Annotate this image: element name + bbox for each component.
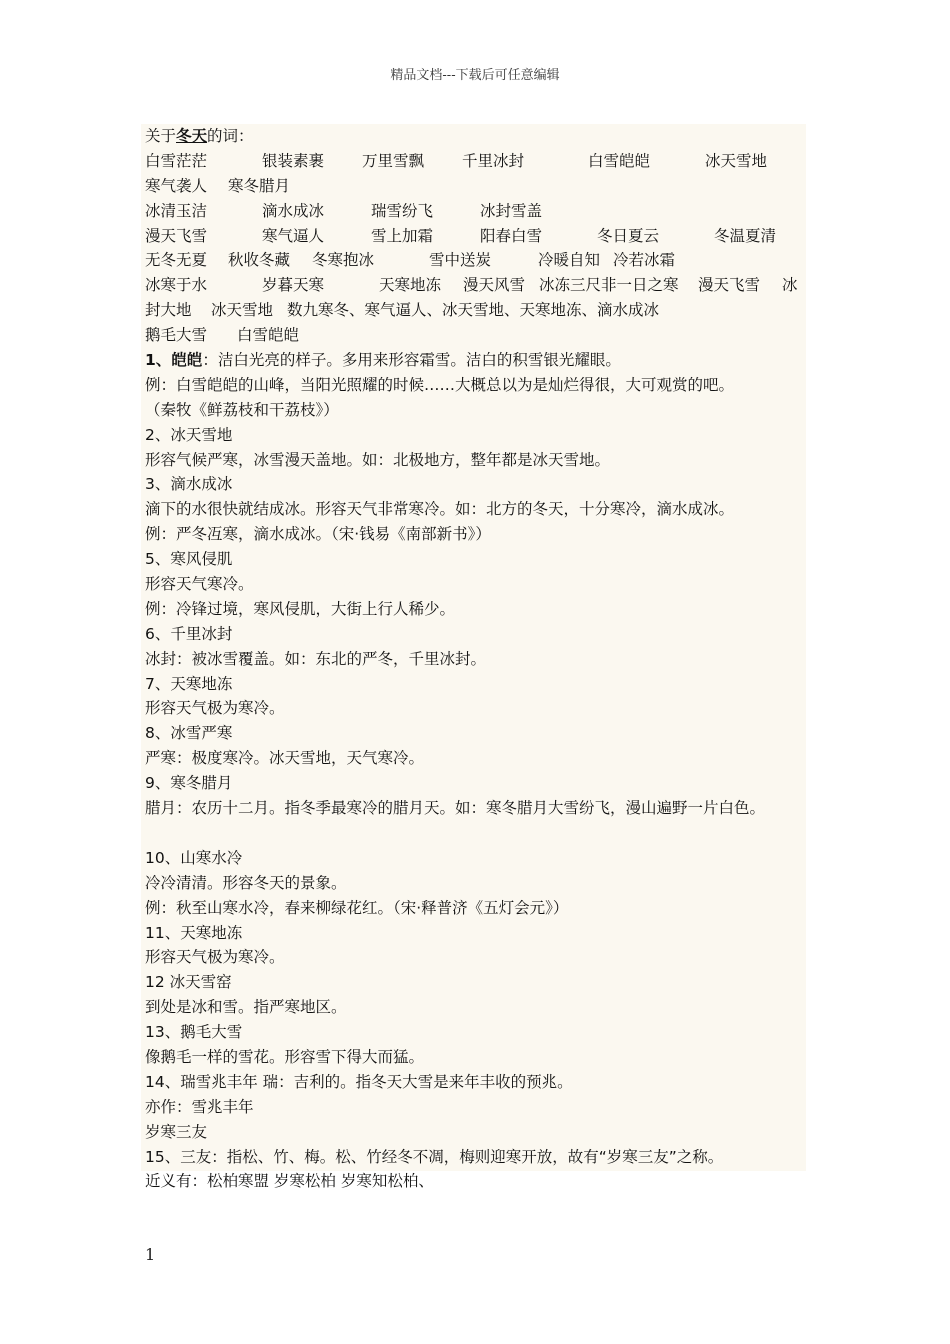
word-row [145,149,806,174]
word: 寒冬腊月 [228,176,291,195]
word: 漫天飞雪 [698,276,761,295]
word: 冷若冰霜 [613,251,676,270]
word: 鹅毛大雪 [145,326,208,345]
word: 漫天风雪 [463,276,526,295]
text-line [145,821,806,846]
word: 数九寒冬、寒气逼人、冰天雪地、天寒地冻、滴水成冰 [287,301,660,320]
text-line: 例：冷锋过境，寒风侵肌，大街上行人稀少。 [145,599,456,618]
text-line: 冷冷清清。形容冬天的景象。 [145,873,347,892]
text-line: 严寒：极度寒冷。冰天雪地，天气寒冷。 [145,749,425,768]
word: 冬寒抱冰 [312,251,375,270]
text-line: 12 冰天雪窑 [145,973,232,992]
text-line: 岁寒三友 [145,1122,208,1141]
word: 漫天飞雪 [145,226,208,245]
word: 封大地 [145,301,192,320]
text-line: 10、山寒水冷 [145,848,243,867]
text-line: 11、天寒地冻 [145,923,243,942]
word: 冬日夏云 [597,226,660,245]
text-line: 形容天气极为寒冷。 [145,948,285,967]
text-line: 例：严冬冱寒，滴水成冰。（宋·钱易《南部新书》） [145,525,491,544]
word: 冰 [782,276,798,295]
word: 万里雪飘 [362,151,425,170]
word: 滴水成冰 [262,201,325,220]
entry-definition: ：洁白光亮的样子。多用来形容霜雪。洁白的积雪银光耀眼。 [202,351,621,370]
word: 岁暮天寒 [262,276,325,295]
text-line: 滴下的水很快就结成冰。形容天气非常寒冷。如：北方的冬天，十分寒冷，滴水成冰。 [145,500,735,519]
text-line: 腊月：农历十二月。指冬季最寒冷的腊月天。如：寒冬腊月大雪纷飞，漫山遍野一片白色。 [145,799,766,818]
word: 冰冻三尺非一日之寒 [539,276,679,295]
text-line: 2、冰天雪地 [145,425,233,444]
word: 冰寒于水 [145,276,208,295]
word: 天寒地冻 [379,276,442,295]
text-line: 5、寒风侵肌 [145,550,233,569]
word: 冰封雪盖 [480,201,543,220]
word: 雪中送炭 [429,251,492,270]
word-row [145,224,806,249]
text-line: 形容天气寒冷。 [145,575,254,594]
word: 阳春白雪 [480,226,543,245]
text-line: 例：秋至山寒水冷，春来柳绿花红。（宋·释普济《五灯会元》） [145,898,569,917]
title-prefix: 关于 [145,127,177,145]
entry-number: 1、 [145,351,172,370]
page-header: 精品文档---下载后可任意编辑 [390,68,560,83]
word: 冰天雪地 [211,301,274,320]
text-line: 13、鹅毛大雪 [145,1023,243,1042]
text-line: 8、冰雪严寒 [145,724,233,743]
text-line: 亦作：雪兆丰年 [145,1097,254,1116]
text-line: 14、瑞雪兆丰年 瑞：吉利的。指冬天大雪是来年丰收的预兆。 [145,1072,573,1091]
title-suffix: 的词： [207,127,254,145]
text-line: 近义有：松柏寒盟 岁寒松柏 岁寒知松柏、 [145,1172,434,1191]
text-line: 7、天寒地冻 [145,674,233,693]
word: 寒气逼人 [262,226,325,245]
document-body [141,124,806,1191]
word: 寒气袭人 [145,176,208,195]
word-row [145,273,806,298]
word: 瑞雪纷飞 [371,201,434,220]
text-line: 形容气候严寒，冰雪漫天盖地。如：北极地方，整年都是冰天雪地。 [145,450,611,469]
word: 冰天雪地 [705,151,768,170]
word: 白雪茫茫 [145,151,208,170]
word: 雪上加霜 [371,226,434,245]
text-lines [145,373,806,1194]
text-line: 3、滴水成冰 [145,475,233,494]
entry-term: 皑皑 [171,351,203,370]
word: 千里冰封 [462,151,525,170]
word-row [145,298,806,323]
word: 银装素裹 [262,151,325,170]
text-line: 9、寒冬腊月 [145,774,233,793]
word-row [145,248,806,273]
word: 无冬无夏 [145,251,208,270]
word: 白雪皑皑 [237,326,300,345]
text-line: 冰封：被冰雪覆盖。如：东北的严冬，千里冰封。 [145,649,487,668]
text-line: 到处是冰和雪。指严寒地区。 [145,998,347,1017]
word-row [145,323,806,348]
title-emphasis: 冬天 [176,127,208,145]
word: 冬温夏清 [714,226,777,245]
text-line: 形容天气极为寒冷。 [145,699,285,718]
word: 秋收冬藏 [228,251,291,270]
text-line: 15、三友：指松、竹、梅。松、竹经冬不凋，梅则迎寒开放，故有“岁寒三友”之称。 [145,1147,724,1166]
text-line: （秦牧《鲜荔枝和干荔枝》） [145,400,339,419]
word: 白雪皑皑 [588,151,651,170]
entry-1 [145,348,806,373]
text-line: 6、千里冰封 [145,624,233,643]
text-line: 像鹅毛一样的雪花。形容雪下得大而猛。 [145,1047,425,1066]
page-number: 1 [145,1245,156,1264]
word: 冷暖自知 [538,251,601,270]
section-title [145,124,806,149]
word-row [145,174,806,199]
word: 冰清玉洁 [145,201,208,220]
text-line: 例：白雪皑皑的山峰，当阳光照耀的时候……大概总以为是灿烂得很，大可观赏的吧。 [145,375,735,394]
word-row [145,199,806,224]
